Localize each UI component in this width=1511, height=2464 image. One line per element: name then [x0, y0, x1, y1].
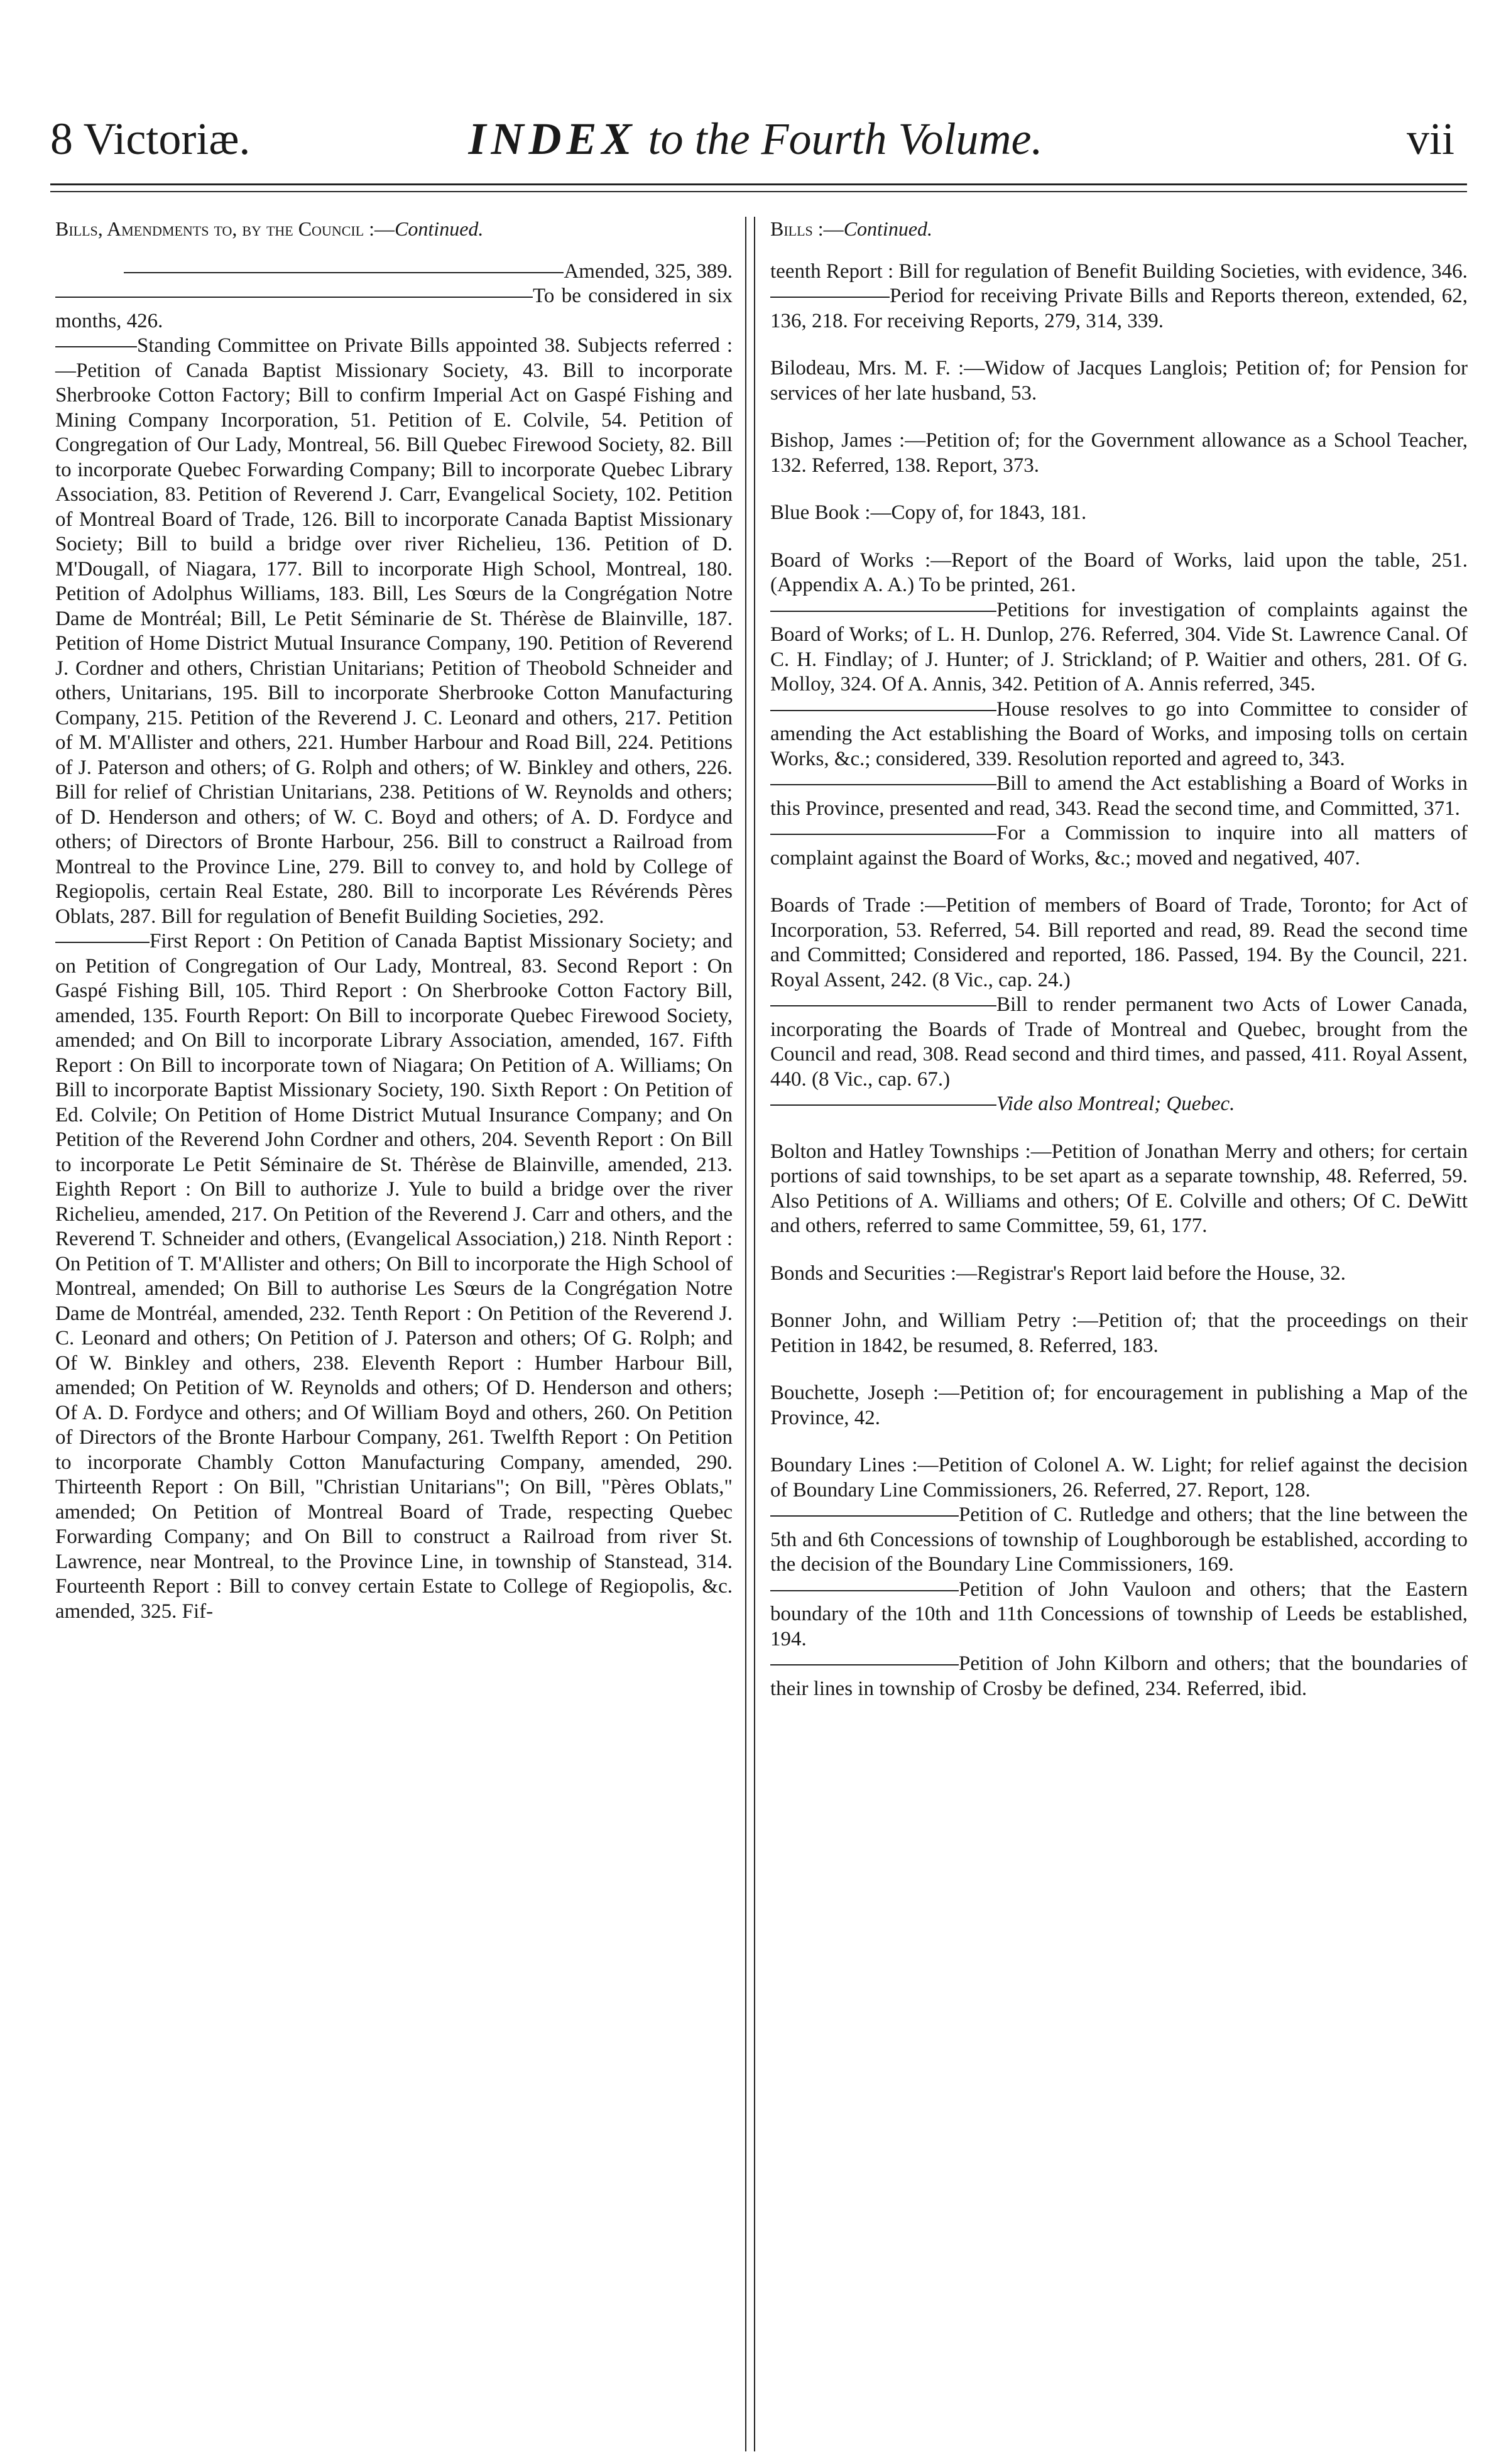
right-column	[770, 217, 1468, 1701]
right-entry-boundary-kilborn	[770, 1652, 1468, 1701]
right-entry-period-private-bills	[770, 284, 1468, 334]
right-entry-works-bill	[770, 771, 1468, 821]
right-entry-text: Bill to amend the Act establishing a Board of Works in this Province, presented and read, 343. Read the second time, and Committed, 371.	[770, 772, 1468, 820]
right-entry-text: Bilodeau, Mrs. M. F. :—Widow of Jacques Langlois; Petition of; for Pension for services of her late husband, 53.	[770, 357, 1468, 405]
header-rule-thick	[50, 183, 1467, 185]
right-entry-trade-vide	[770, 1092, 1468, 1117]
left-heading-cont: Continued.	[395, 217, 484, 240]
right-entry-board-of-works	[770, 548, 1468, 598]
right-entry-text: teenth Report : Bill for regulation of Benefit Building Societies, with evidence, 346.	[770, 259, 1468, 283]
right-entry-text: For a Commission to inquire into all matters of complaint against the Board of Works, &c.; moved and negatived, 407.	[770, 822, 1468, 869]
right-entry-text: Period for receiving Private Bills and Reports thereon, extended, 62, 136, 218. For receiving Reports, 279, 314, 339.	[770, 285, 1468, 332]
header-title-rest: to the Fourth Volume.	[636, 114, 1043, 164]
right-entry-text: Boundary Lines :—Petition of Colonel A. W. Light; for relief against the decision of Boundary Line Commissioners, 26. Referred, 27. Report, 128.	[770, 1454, 1468, 1502]
right-entry-text: Bolton and Hatley Townships :—Petition of Jonathan Merry and others; for certain portions of said townships, to be set apart as a separate township, 48. Referred, 59. Also Petitions of A. Williams and others; Of E. Colville and others; Of C. DeWitt and others, referred to same Committee, 59, 61, 177.	[770, 1140, 1468, 1237]
right-entry-bishop	[770, 428, 1468, 478]
left-entry-reports	[55, 929, 733, 1624]
left-heading-label: Bills, Amendments to, by the Council :—	[55, 217, 395, 240]
header-title	[50, 113, 1461, 165]
left-column	[55, 217, 733, 1624]
right-entry-text: Vide also Montreal; Quebec.	[996, 1093, 1235, 1115]
header-title-index: INDEX	[468, 114, 637, 164]
left-entry-standing-committee	[55, 334, 733, 929]
right-entry-text: Boards of Trade :—Petition of members of Board of Trade, Toronto; for Act of Incorporation, 53. Referred, 54. Bill reported and read, 89. Read the second time and Committed; Considered and reported, 186. Passed, 194. By the Council, 221. Royal Assent, 242. (8 Vic., cap. 24.)	[770, 894, 1468, 991]
right-entry-text: Petition of John Vauloon and others; that the Eastern boundary of the 10th and 11th Concessions of township of Leeds be established, 194.	[770, 1578, 1468, 1650]
left-entry-amended	[55, 259, 733, 285]
right-entry-boundary-rutledge	[770, 1503, 1468, 1578]
left-entry-standing-committee-text: Standing Committee on Private Bills appointed 38. Subjects referred :—Petition of Canada Baptist Missionary Society, 43. Bill to incorporate Sherbrooke Cotton Factory; Bill to confirm Imperial Act on Gaspé Fishing and Mining Company Incorporation, 51. Petition of E. Colvile, 54. Petition of Congregation of Our Lady, Montreal, 56. Bill Quebec Firewood Society, 82. Bill to incorporate Quebec Forwarding Company; Bill to incorporate Quebec Library Association, 83. Petition of Reverend J. Carr, Evangelical Society, 102. Petition of Montreal Board of Trade, 126. Bill to incorporate Canada Baptist Missionary Society; Bill to build a bridge over river Richelieu, 136. Petition of D. M'Dougall, of Niagara, 177. Bill to incorporate High School, Montreal, 180. Petition of Adolphus Williams, 183. Bill, Les Sœurs de la Congrégation Notre Dame de Montréal; Bill, Le Petit Séminarie de St. Thérèse de Blainville, 187. Petition of Home District Mutual Insurance Company, 190. Petition of Reverend J. Cordner and others, Christian Unitarians; Petition of Theobold Schneider and others, Unitarians, 195. Bill to incorporate Sherbrooke Cotton Manufacturing Company, 215. Petition of the Reverend J. C. Leonard and others, 217. Petition of M. M'Allister and others, 221. Humber Harbour and Road Bill, 224. Petitions of J. Paterson and others; of G. Rolph and others; of W. Binkley and others, 226. Bill for relief of Christian Unitarians, 238. Petitions of W. Reynolds and others; of D. Henderson and others; of W. C. Boyd and others; of A. D. Fordyce and others; of Directors of Bronte Harbour, 256. Bill to construct a Railroad from Montreal to the Province Line, 279. Bill to convey to, and hold by College of Regiopolis, certain Real Estate, 280. Bill to incorporate Les Révérends Pères Oblats, 287. Bill for regulation of Benefit Building Societies, 292.	[55, 334, 733, 928]
right-entry-works-committee	[770, 697, 1468, 772]
running-header	[50, 101, 1461, 176]
right-entry-boundary-lines	[770, 1453, 1468, 1503]
page-number: vii	[1406, 114, 1454, 164]
left-entry-amended-text: Amended, 325, 389.	[564, 259, 733, 283]
right-entry-text: Petition of C. Rutledge and others; that the line between the 5th and 6th Concessions of township of Loughborough be established, according to the decision of the Boundary Line Commissioners, 169.	[770, 1503, 1468, 1576]
right-entry-text: Bill to render permanent two Acts of Lower Canada, incorporating the Boards of Trade of Montreal and Quebec, brought from the Council and read, 308. Read second and third times, and passed, 411. Royal Assent, 440. (8 Vic., cap. 67.)	[770, 993, 1468, 1091]
right-entry-text: Blue Book :—Copy of, for 1843, 181.	[770, 501, 1087, 524]
right-heading-cont: Continued.	[843, 217, 933, 240]
right-entry-trade-bill	[770, 993, 1468, 1092]
right-entry-boundary-vauloon	[770, 1578, 1468, 1652]
right-entry-text: Bonner John, and William Petry :—Petition of; that the proceedings on their Petition in 1842, be resumed, 8. Referred, 183.	[770, 1309, 1468, 1357]
right-entry-text: Board of Works :—Report of the Board of Works, laid upon the table, 251. (Appendix A. A.) To be printed, 261.	[770, 548, 1468, 596]
left-column-heading	[55, 217, 733, 242]
right-entry-text: Petitions for investigation of complaints against the Board of Works; of L. H. Dunlop, 276. Referred, 304. Vide St. Lawrence Canal. Of C. H. Findlay; of J. Hunter; of J. Strickland; of P. Waitier and others, 281. Of G. Molloy, 324. Of A. Annis, 342. Petition of A. Annis referred, 345.	[770, 598, 1468, 695]
right-entry-works-petitions	[770, 598, 1468, 697]
right-entry-works-commission	[770, 821, 1468, 871]
right-entry-text: House resolves to go into Committee to consider of amending the Act establishing the Board of Works, and imposing tolls on certain Works, &c.; considered, 339. Resolution reported and agreed to, 343.	[770, 697, 1468, 770]
column-divider	[745, 217, 755, 2451]
right-entry-bilodeau	[770, 356, 1468, 406]
right-entry-fifteenth-report	[770, 259, 1468, 285]
left-entry-reports-text: First Report : On Petition of Canada Baptist Missionary Society; and on Petition of Congregation of Our Lady, Montreal, 83. Second Report : On Gaspé Fishing Bill, 105. Third Report : On Sherbrooke Cotton Factory Bill, amended, 135. Fourth Report: On Bill to incorporate Quebec Firewood Society, amended; and On Bill to incorporate Library Association, amended, 167. Fifth Report : On Bill to incorporate town of Niagara; On Petition of A. Williams; On Bill to incorporate Baptist Missionary Society, 190. Sixth Report : On Petition of Ed. Colvile; On Petition of Home District Mutual Insurance Company; and On Petition of the Reverend John Cordner and others, 204. Seventh Report : On Bill to incorporate Le Petit Séminaire de St. Thérèse de Blainville, amended, 213. Eighth Report : On Bill to authorize J. Yule to build a bridge over the river Richelieu, amended, 217. On Petition of the Reverend J. Carr and others, and the Reverend T. Schneider and others, (Evangelical Association,) 218. Ninth Report : On Petition of T. M'Allister and others; On Bill to incorporate the High School of Montreal, amended; On Bill to authorise Les Sœurs de la Congrégation Notre Dame de Montréal, amended, 232. Tenth Report : On Petition of the Reverend J. C. Leonard and others; On Petition of J. Paterson and others; Of G. Rolph; and Of W. Binkley and others, 238. Eleventh Report : Humber Harbour Bill, amended; On Petition of W. Reynolds and others; Of D. Henderson and others; Of A. D. Fordyce and others; and Of William Boyd and others, 260. On Petition of Directors of the Bronte Harbour Company, 261. Twelfth Report : On Petition to incorporate Chambly Cotton Manufacturing Company, amended, 290. Thirteenth Report : On Bill, "Christian Unitarians"; On Bill, "Pères Oblats," amended; On Petition of Montreal Board of Trade, respecting Quebec Forwarding Company; and On Bill to construct a Railroad from river St. Lawrence, near Montreal, to the Province Line, in township of Stanstead, 314. Fourteenth Report : Bill to convey certain Estate to College of Regiopolis, &c. amended, 325. Fif-	[55, 930, 733, 1623]
right-entry-bonner	[770, 1309, 1468, 1358]
right-heading-label: Bills :—	[770, 217, 844, 240]
header-session: 8 Victoriæ.	[50, 114, 251, 164]
right-entry-text: Bouchette, Joseph :—Petition of; for encouragement in publishing a Map of the Province, 42.	[770, 1382, 1468, 1429]
right-column-heading	[770, 217, 1468, 242]
left-entry-six-months-text: To be considered in six months, 426.	[55, 285, 733, 332]
left-entry-six-months	[55, 284, 733, 334]
right-entry-boards-of-trade	[770, 893, 1468, 993]
right-entry-blue-book	[770, 501, 1468, 526]
header-rule-thin	[50, 191, 1467, 192]
right-entry-text: Petition of John Kilborn and others; that the boundaries of their lines in township of Crosby be defined, 234. Referred, ibid.	[770, 1652, 1468, 1700]
right-entry-text: Bonds and Securities :—Registrar's Report laid before the House, 32.	[770, 1262, 1346, 1285]
right-entry-bonds	[770, 1262, 1468, 1287]
right-entry-bolton-hatley	[770, 1140, 1468, 1239]
right-entry-bouchette	[770, 1381, 1468, 1431]
right-entry-text: Bishop, James :—Petition of; for the Government allowance as a School Teacher, 132. Referred, 138. Report, 373.	[770, 429, 1468, 477]
